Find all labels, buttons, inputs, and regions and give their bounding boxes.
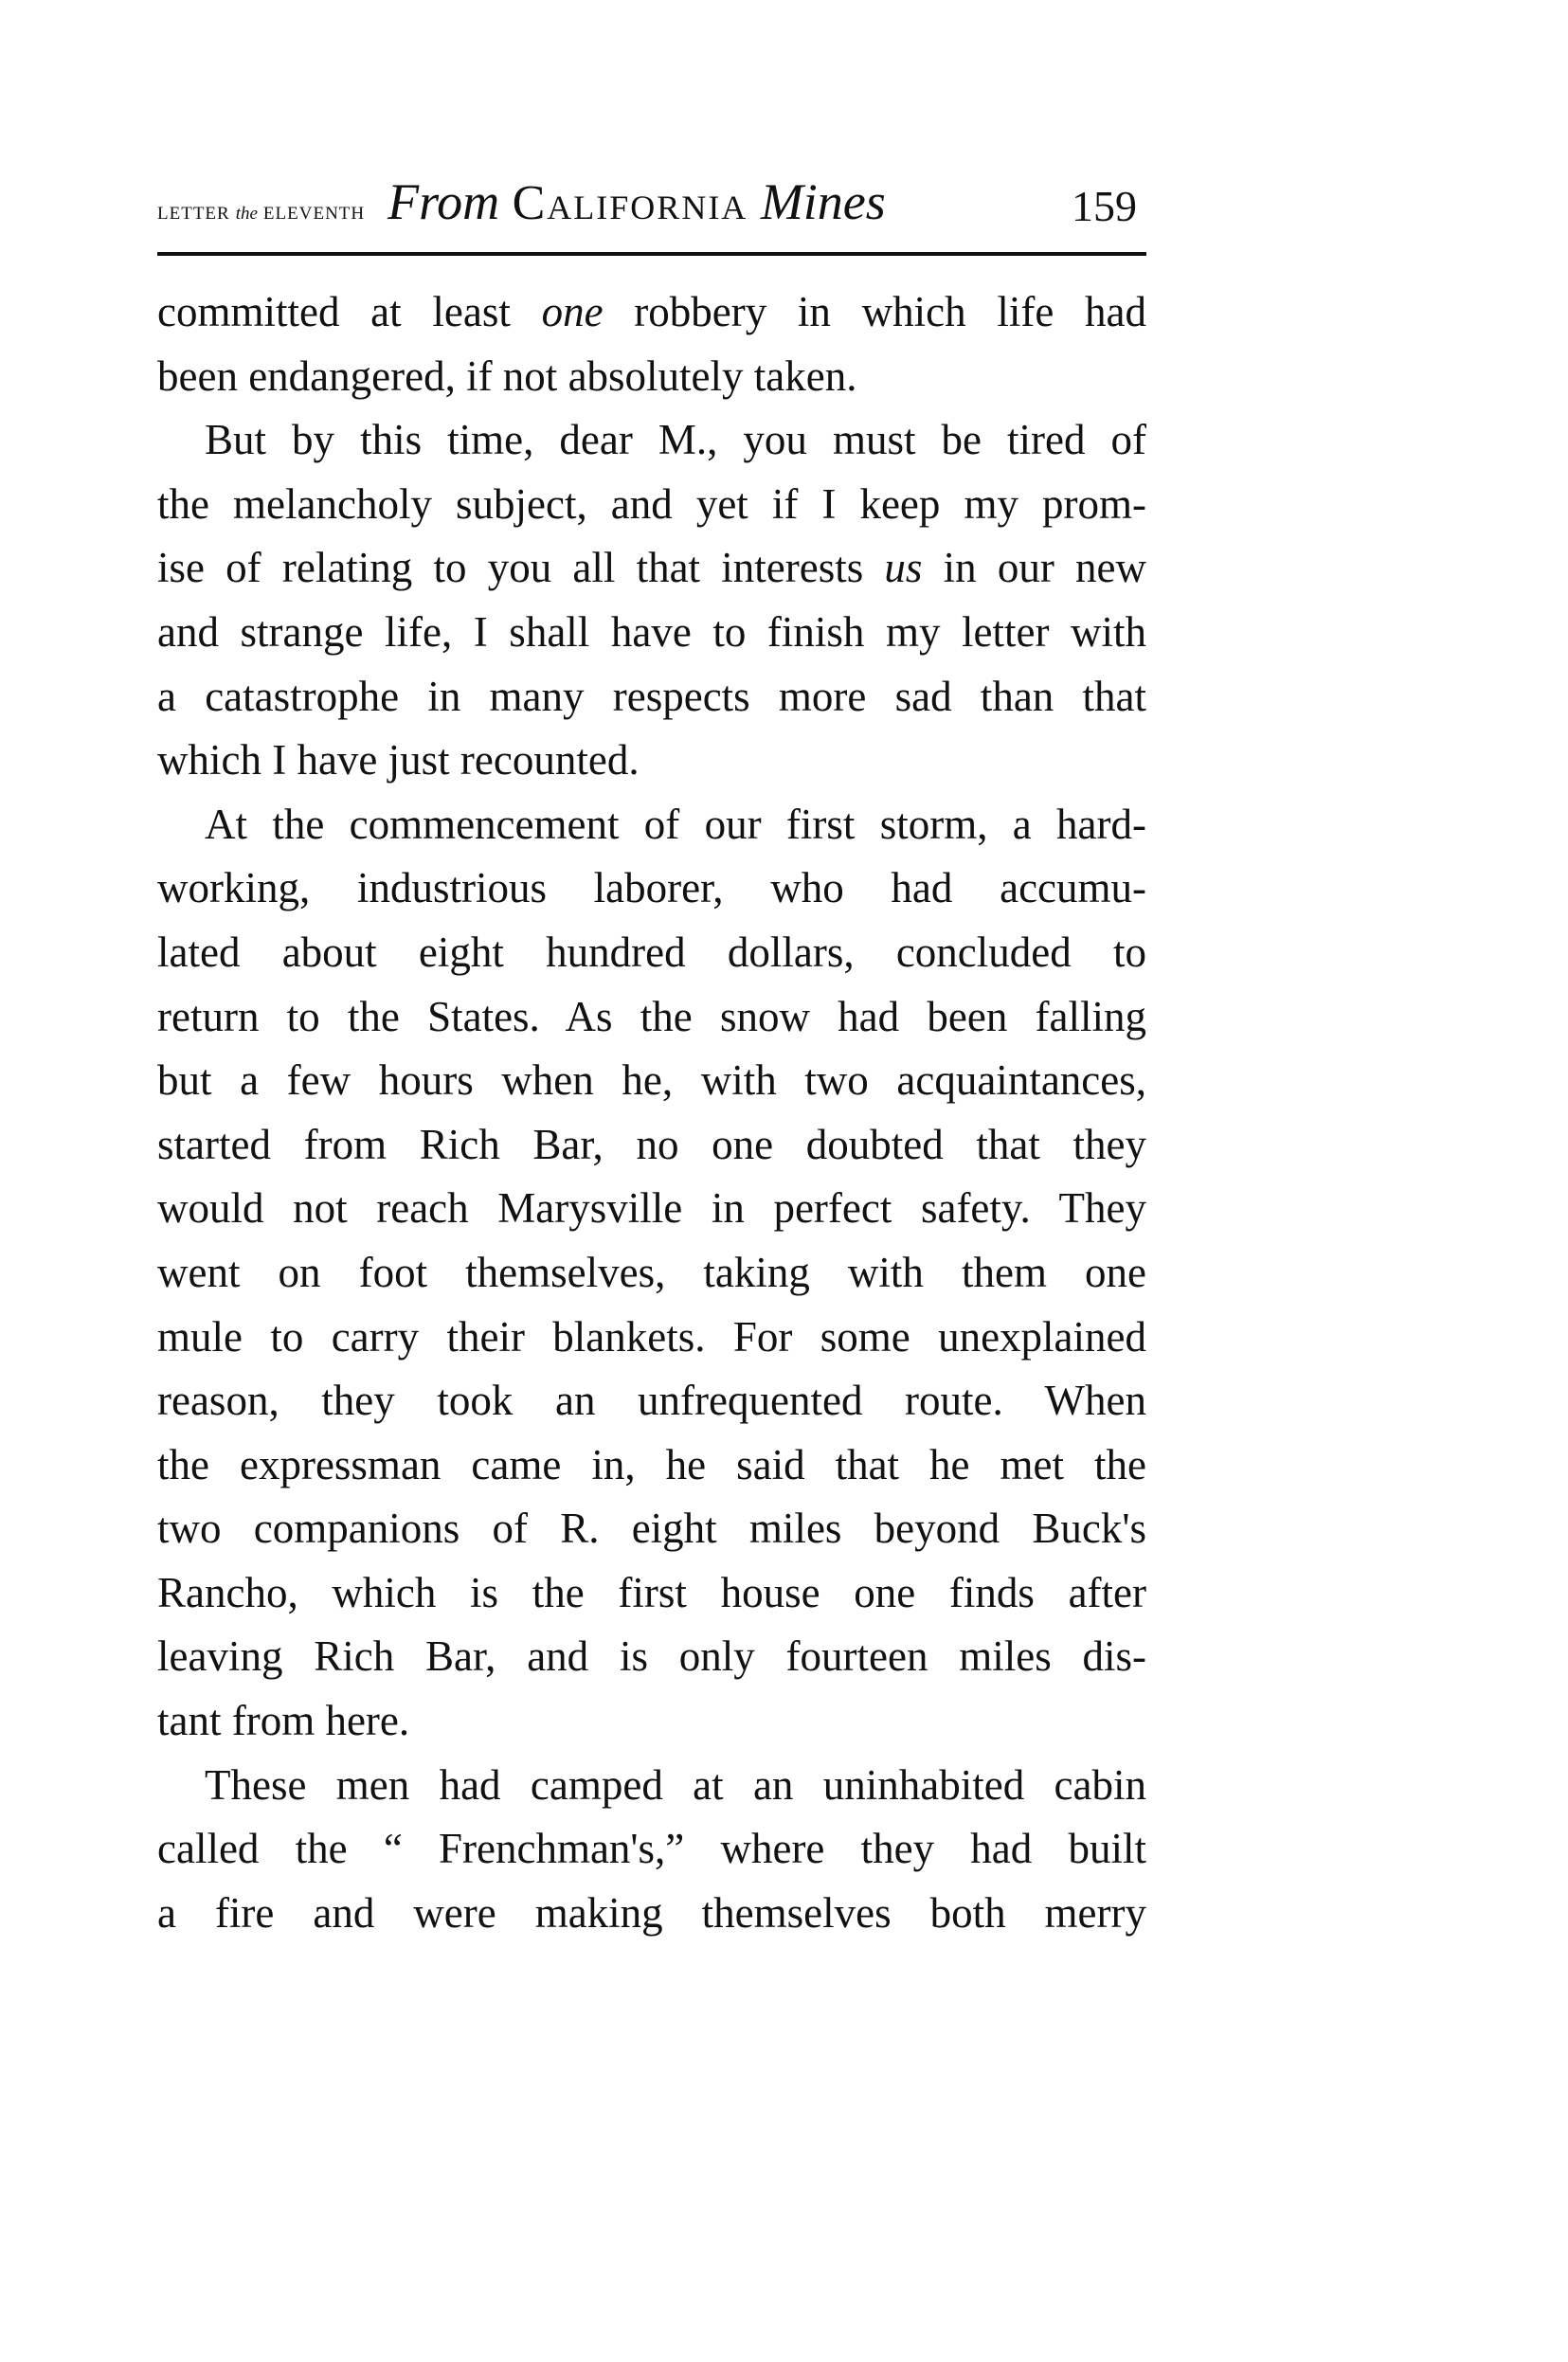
text-line: reason, they took an unfrequented route. When (157, 1377, 1146, 1425)
emphasis-us: us (884, 544, 923, 592)
paragraph-start-line: But by this time, dear M., you must be tired of (205, 416, 1146, 464)
text-line: would not reach Marysville in perfect safety. They (157, 1184, 1146, 1233)
running-head-the: the (235, 204, 258, 224)
book-title-from: From (387, 173, 500, 230)
text-line: committed at least one robbery in which life had (157, 288, 1146, 335)
text-line: mule to carry their blankets. For some unexplained (157, 1312, 1146, 1361)
text-line: but a few hours when he, with two acquaintances, (157, 1056, 1146, 1105)
running-header (157, 167, 1146, 243)
emphasis-one: one (541, 288, 604, 335)
header-rule (157, 252, 1146, 256)
book-title-california: California (512, 176, 748, 230)
text-line: started from Rich Bar, no one doubted that they (157, 1120, 1146, 1168)
text-line: and strange life, I shall have to finish my letter with (157, 607, 1146, 656)
paragraph-start-line: These men had camped at an uninhabited cabin (205, 1760, 1146, 1809)
text-line: the expressman came in, he said that he met the (157, 1440, 1146, 1488)
text-line: which I have just recounted. (157, 736, 640, 784)
page-number: 159 (1072, 182, 1137, 230)
text-line: went on foot themselves, taking with them one (157, 1248, 1146, 1296)
text-line: called the “ Frenchman's,” where they had built (157, 1825, 1146, 1873)
text-line: tant from here. (157, 1697, 410, 1745)
text-line: the melancholy subject, and yet if I keep my prom- (157, 479, 1146, 528)
text-line: been endangered, if not absolutely taken. (157, 352, 857, 400)
running-head-ordinal: ELEVENTH (262, 204, 366, 224)
text-line: a fire and were making themselves both merry (157, 1888, 1146, 1937)
paragraph-start-line: At the commencement of our first storm, a hard- (205, 800, 1146, 848)
text-line: a catastrophe in many respects more sad than that (157, 672, 1146, 720)
body-text (157, 280, 1146, 1945)
book-title-mines: Mines (760, 173, 886, 230)
running-head-title (157, 172, 886, 231)
text-line: two companions of R. eight miles beyond Buck's (157, 1505, 1146, 1553)
text-line: ise of relating to you all that interests us in our new (157, 544, 1146, 592)
running-head-letter: LETTER (157, 204, 230, 224)
text-line: lated about eight hundred dollars, concluded to (157, 928, 1146, 976)
text-line: leaving Rich Bar, and is only fourteen miles dis- (157, 1632, 1146, 1681)
text-line: return to the States. As the snow had been falling (157, 992, 1146, 1040)
text-line: working, industrious laborer, who had accumu- (157, 864, 1146, 912)
text-line: Rancho, which is the first house one finds after (157, 1568, 1146, 1616)
book-title (387, 172, 886, 231)
